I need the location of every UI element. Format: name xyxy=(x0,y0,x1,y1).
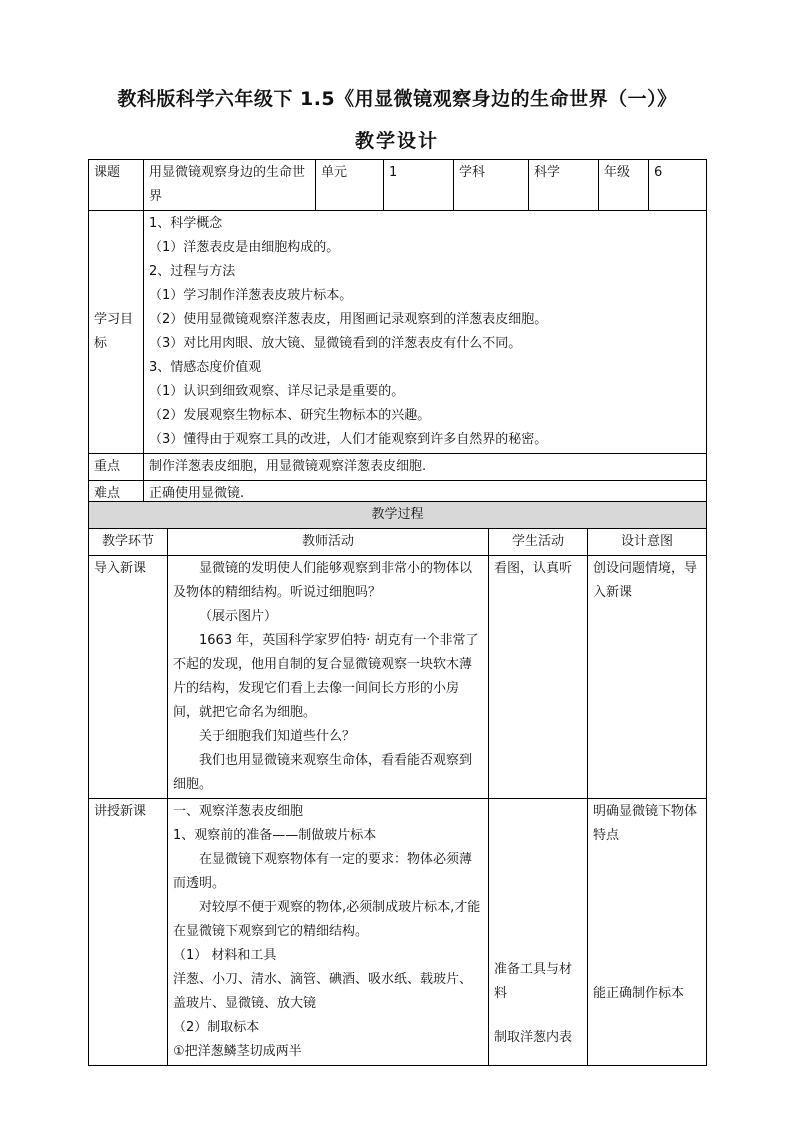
student-line: 准备工具与材料 xyxy=(494,962,573,1001)
teacher-paragraph: （展示图片） xyxy=(199,609,278,624)
teacher-paragraph: 1663 年，英国科学家罗伯特· 胡克有一个非常了不起的发现，他用自制的复合显微镜观察一块软木薄片的结构，发现它们看上去像一间间长方形的小房间，就把它命名为细胞。 xyxy=(173,633,479,720)
table-row xyxy=(89,556,707,799)
header-intent: 设计意图 xyxy=(588,529,707,556)
student-activity-cell: 看图，认真听 xyxy=(489,556,588,799)
goal-line: （2）使用显微镜观察洋葱表皮，用图画记录观察到的洋葱表皮细胞。 xyxy=(149,312,548,327)
process-heading: 教学过程 xyxy=(89,502,707,529)
teacher-paragraph: 显微镜的发明使人们能够观察到非常小的物体以及物体的精细结构。听说过细胞吗？ xyxy=(173,561,473,600)
teacher-paragraph: 我们也用显微镜来观察生命体，看看能否观察到细胞。 xyxy=(173,753,473,792)
stage-cell: 导入新课 xyxy=(89,556,168,799)
header-stage: 教学环节 xyxy=(89,529,168,556)
design-intent-cell xyxy=(588,799,707,1066)
goal-line: （1）认识到细致观察、详尽记录是重要的。 xyxy=(149,384,405,399)
teacher-paragraph: 关于细胞我们知道些什么？ xyxy=(199,729,356,744)
subject-label: 学科 xyxy=(454,160,529,211)
topic-label: 课题 xyxy=(89,160,144,211)
teacher-activity-cell xyxy=(168,799,489,1066)
goal-line: 3、情感态度价值观 xyxy=(149,360,262,375)
teaching-process-table xyxy=(88,501,707,1066)
teacher-line: 一、观察洋葱表皮细胞 xyxy=(173,804,304,819)
teacher-line: 在显微镜下观察物体有一定的要求：物体必须薄而透明。 xyxy=(173,852,473,891)
goal-line: （2）发展观察生物标本、研究生物标本的兴趣。 xyxy=(149,408,431,423)
process-header-row xyxy=(89,529,707,556)
header-teacher: 教师活动 xyxy=(168,529,489,556)
teacher-activity-cell xyxy=(168,556,489,799)
teacher-line: （2）制取标本 xyxy=(173,1020,260,1035)
subject-value: 科学 xyxy=(529,160,599,211)
document-subtitle: 教学设计 xyxy=(354,130,439,152)
unit-value: 1 xyxy=(384,160,454,211)
key-point-label: 重点 xyxy=(89,454,144,481)
student-activity-cell xyxy=(489,799,588,1066)
goal-line: （1）学习制作洋葱表皮玻片标本。 xyxy=(149,288,353,303)
unit-label: 单元 xyxy=(316,160,384,211)
goals-row xyxy=(89,211,707,454)
student-line: 制取洋葱内表 xyxy=(494,1030,573,1045)
goal-line: （3）对比用肉眼、放大镜、显微镜看到的洋葱表皮有什么不同。 xyxy=(149,336,522,351)
teacher-line: 洋葱、小刀、清水、滴管、碘酒、吸水纸、载玻片、盖玻片、显微镜、放大镜 xyxy=(173,972,473,1011)
document-title: 教科版科学六年级下 1.5《用显微镜观察身边的生命世界（一）》 xyxy=(117,88,677,110)
difficulty-label: 难点 xyxy=(89,481,144,508)
goals-label: 学习目标 xyxy=(89,211,144,454)
goal-line: 1、科学概念 xyxy=(149,216,223,231)
stage-cell: 讲授新课 xyxy=(89,799,168,1066)
topic-value: 用显微镜观察身边的生命世界 xyxy=(144,160,316,211)
intent-line: 明确显微镜下物体特点 xyxy=(593,804,698,843)
goal-line: （3）懂得由于观察工具的改进，人们才能观察到许多自然界的秘密。 xyxy=(149,432,548,447)
teacher-line: （1） 材料和工具 xyxy=(173,948,277,963)
intent-line: 能正确制作标本 xyxy=(593,986,685,1001)
table-row xyxy=(89,799,707,1066)
grade-value: 6 xyxy=(649,160,707,211)
goal-line: 2、过程与方法 xyxy=(149,264,236,279)
key-point-value: 制作洋葱表皮细胞，用显微镜观察洋葱表皮细胞. xyxy=(144,454,707,481)
lesson-info-table xyxy=(88,159,707,508)
info-row xyxy=(89,160,707,211)
key-point-row xyxy=(89,454,707,481)
header-student: 学生活动 xyxy=(489,529,588,556)
grade-label: 年级 xyxy=(599,160,649,211)
teacher-line: ①把洋葱鳞茎切成两半 xyxy=(173,1044,302,1059)
goals-content xyxy=(144,211,707,454)
goal-line: （1）洋葱表皮是由细胞构成的。 xyxy=(149,240,340,255)
teacher-line: 1、观察前的准备——制做玻片标本 xyxy=(173,828,377,843)
teacher-line: 对较厚不便于观察的物体,必须制成玻片标本,才能在显微镜下观察到它的精细结构。 xyxy=(173,900,481,939)
process-heading-row xyxy=(89,502,707,529)
difficulty-value: 正确使用显微镜. xyxy=(144,481,707,508)
design-intent-cell: 创设问题情境，导入新课 xyxy=(588,556,707,799)
